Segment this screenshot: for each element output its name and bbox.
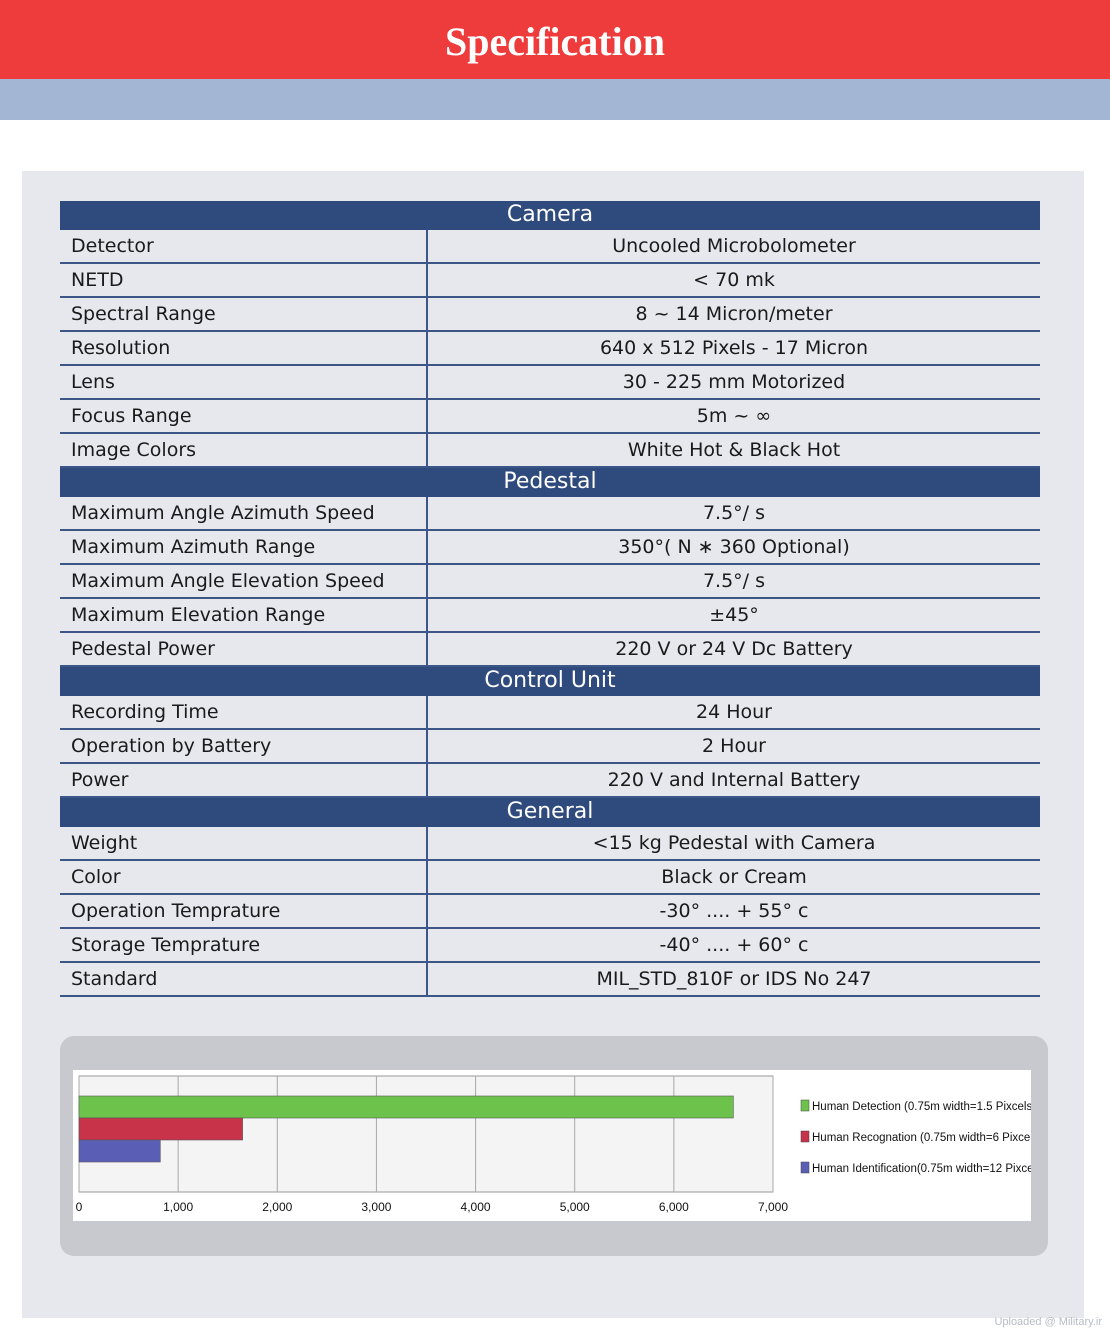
spec-value: 5m ~ ∞ xyxy=(696,405,772,427)
spec-value: 220 V or 24 V Dc Battery xyxy=(615,638,853,660)
spec-value: 350°( N ∗ 360 Optional) xyxy=(618,536,850,558)
x-tick-label: 2,000 xyxy=(262,1200,293,1214)
spec-value: MIL_STD_810F or IDS No 247 xyxy=(596,968,872,990)
spec-label: Focus Range xyxy=(71,405,192,427)
spec-value: 30 - 225 mm Motorized xyxy=(622,371,846,393)
spec-table xyxy=(60,201,1040,997)
spec-value: White Hot & Black Hot xyxy=(627,439,841,461)
legend-swatch xyxy=(801,1162,809,1173)
x-tick-label: 7,000 xyxy=(757,1200,789,1214)
section-header: Pedestal xyxy=(60,468,1040,497)
range-chart-svg xyxy=(73,1070,1031,1221)
legend-label: Human Recognation (0.75m width=6 Pixcels) xyxy=(812,1132,1031,1144)
spec-label: Color xyxy=(71,866,121,888)
spec-label: Pedestal Power xyxy=(71,638,215,660)
spec-label: Operation Temprature xyxy=(71,900,281,922)
x-tick-label: 4,000 xyxy=(460,1200,491,1214)
spec-row xyxy=(60,497,1040,531)
spec-label: NETD xyxy=(71,269,124,291)
spec-value: Uncooled Microbolometer xyxy=(612,235,856,257)
x-tick-label: 0 xyxy=(75,1200,83,1214)
spec-value: 220 V and Internal Battery xyxy=(607,769,861,791)
spec-row xyxy=(60,230,1040,264)
section-header: Camera xyxy=(60,201,1040,230)
x-tick-label: 1,000 xyxy=(163,1200,194,1214)
spec-value: 7.5°/ s xyxy=(702,502,766,524)
spec-label: Operation by Battery xyxy=(71,735,272,757)
range-chart xyxy=(73,1070,1031,1221)
spec-label: Maximum Azimuth Range xyxy=(71,536,316,558)
spec-row xyxy=(60,531,1040,565)
spec-row xyxy=(60,696,1040,730)
spec-label: Lens xyxy=(71,371,115,393)
spec-value: 24 Hour xyxy=(696,701,772,723)
spec-row xyxy=(60,764,1040,798)
spec-value: Black or Cream xyxy=(661,866,807,888)
legend-swatch xyxy=(801,1100,809,1111)
spec-label: Maximum Angle Azimuth Speed xyxy=(71,502,375,524)
header-band xyxy=(0,79,1110,120)
section-header: General xyxy=(60,798,1040,827)
spec-value: -40° .... + 60° c xyxy=(659,934,809,956)
spec-value: <15 kg Pedestal with Camera xyxy=(592,832,876,854)
spec-row xyxy=(60,565,1040,599)
legend-swatch xyxy=(801,1131,809,1142)
spec-value: 640 x 512 Pixels - 17 Micron xyxy=(599,337,869,359)
spec-row xyxy=(60,264,1040,298)
spec-label: Recording Time xyxy=(71,701,219,723)
spec-row xyxy=(60,298,1040,332)
spec-row xyxy=(60,827,1040,861)
spec-row xyxy=(60,861,1040,895)
spec-row xyxy=(60,730,1040,764)
spec-row xyxy=(60,332,1040,366)
spec-row xyxy=(60,434,1040,468)
legend-label: Human Detection (0.75m width=1.5 Pixcels) xyxy=(812,1101,1031,1113)
x-tick-label: 5,000 xyxy=(559,1200,590,1214)
spec-row xyxy=(60,895,1040,929)
bar xyxy=(79,1096,733,1118)
spec-label: Storage Temprature xyxy=(71,934,261,956)
spec-value: 2 Hour xyxy=(702,735,766,757)
spec-label: Weight xyxy=(71,832,138,854)
bar xyxy=(79,1118,243,1140)
spec-row xyxy=(60,929,1040,963)
spec-row xyxy=(60,963,1040,997)
spec-value: 8 ~ 14 Micron/meter xyxy=(635,303,833,325)
watermark-text: Uploaded @ Military.ir xyxy=(994,1316,1102,1328)
spec-value: 7.5°/ s xyxy=(702,570,766,592)
spec-label: Resolution xyxy=(71,337,171,359)
spec-value: < 70 mk xyxy=(693,269,775,291)
spec-label: Image Colors xyxy=(71,439,197,461)
spec-label: Detector xyxy=(71,235,154,257)
spec-row xyxy=(60,366,1040,400)
spec-label: Maximum Elevation Range xyxy=(71,604,326,626)
legend-label: Human Identification(0.75m width=12 Pixcels) xyxy=(812,1163,1031,1175)
spec-value: ±45° xyxy=(709,604,759,626)
section-header: Control Unit xyxy=(60,667,1040,696)
spec-label: Standard xyxy=(71,968,158,990)
bar xyxy=(79,1140,160,1162)
x-tick-label: 6,000 xyxy=(658,1200,689,1214)
spec-label: Maximum Angle Elevation Speed xyxy=(71,570,385,592)
spec-row xyxy=(60,400,1040,434)
spec-row xyxy=(60,599,1040,633)
spec-value: -30° .... + 55° c xyxy=(659,900,809,922)
spec-label: Spectral Range xyxy=(71,303,216,325)
page-title: Specification xyxy=(0,0,1110,79)
spec-row xyxy=(60,633,1040,667)
spec-label: Power xyxy=(71,769,129,791)
x-tick-label: 3,000 xyxy=(361,1200,392,1214)
